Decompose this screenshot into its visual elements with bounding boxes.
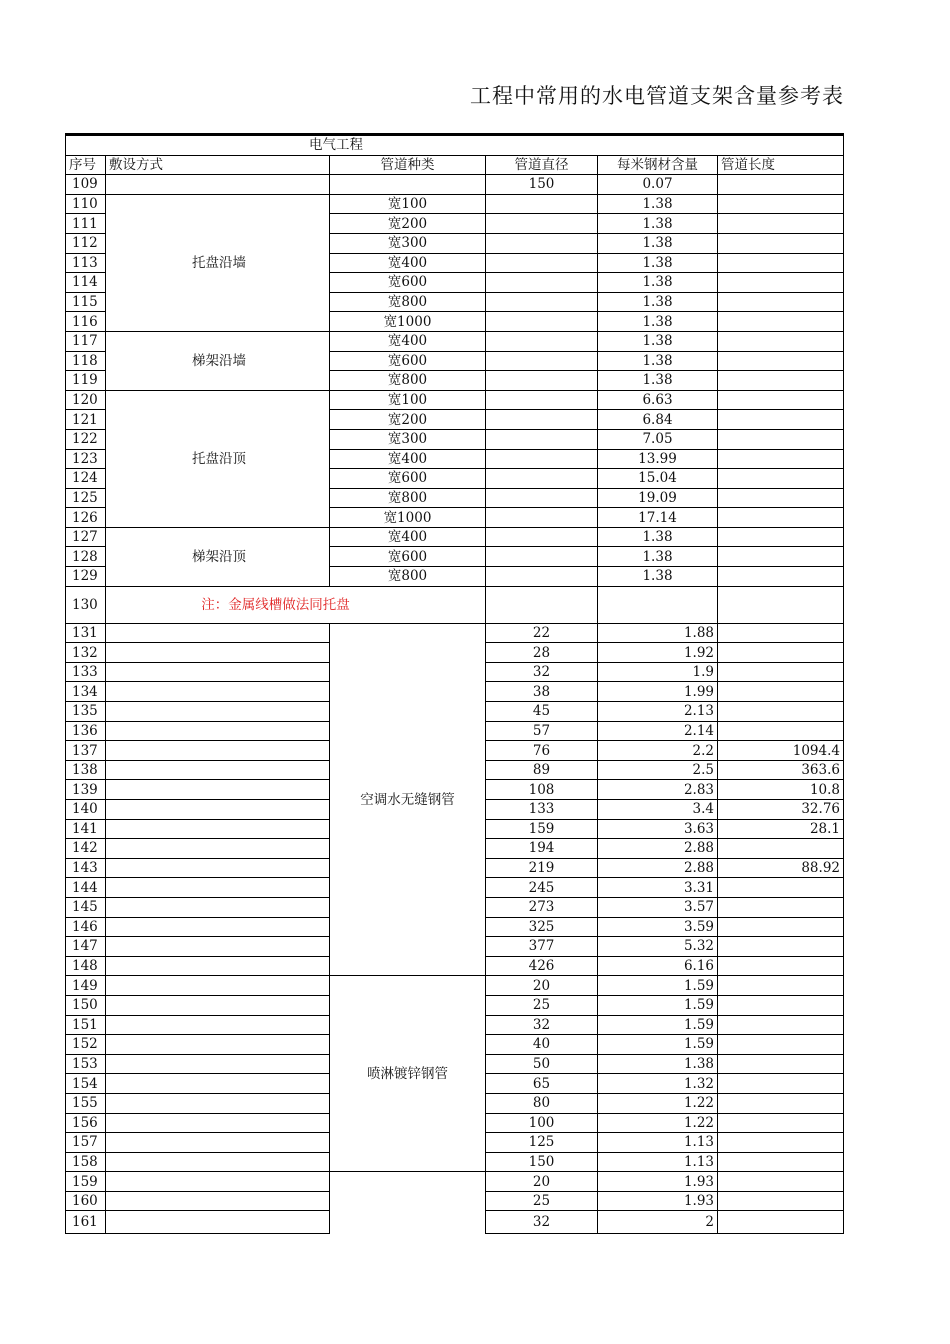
row-number[interactable]: 123 [66,449,106,469]
note-text: 注：金属线槽做法同托盘 [201,596,350,613]
pipe-length-cell[interactable] [718,1133,844,1153]
steel-content-cell[interactable]: 15.04 [598,469,718,489]
steel-content-cell[interactable]: 1.38 [598,233,718,253]
table-row [66,175,844,195]
row-number[interactable]: 120 [66,390,106,410]
laying-method-cell[interactable] [106,800,330,820]
pipe-length-cell[interactable] [718,682,844,702]
laying-method-cell[interactable] [106,662,330,682]
column-header: 管道长度 [718,155,844,175]
laying-method-cell[interactable] [106,878,330,898]
pipe-length-cell[interactable] [718,1093,844,1113]
steel-content-cell[interactable]: 3.4 [598,800,718,820]
laying-method-cell[interactable] [106,741,330,761]
pipe-diameter-cell[interactable]: 25 [486,1191,598,1211]
steel-content-cell[interactable]: 1.38 [598,292,718,312]
steel-content-cell[interactable]: 1.93 [598,1172,718,1192]
pipe-type-cell[interactable]: 宽800 [330,371,486,391]
laying-method-cell[interactable] [106,956,330,976]
pipe-length-cell[interactable] [718,469,844,489]
pipe-diameter-cell[interactable] [486,273,598,293]
laying-method-cell[interactable] [106,1113,330,1133]
laying-method-cell[interactable]: 梯架沿顶 [106,527,330,586]
pipe-length-cell[interactable] [718,292,844,312]
pipe-type-cell[interactable]: 宽1000 [330,312,486,332]
row-number[interactable]: 159 [66,1172,106,1192]
pipe-length-cell[interactable] [718,976,844,996]
row-number[interactable]: 119 [66,371,106,391]
steel-content-cell[interactable]: 1.59 [598,1035,718,1055]
pipe-diameter-cell[interactable]: 108 [486,780,598,800]
pipe-type-cell[interactable]: 宽300 [330,233,486,253]
pipe-diameter-cell[interactable]: 80 [486,1093,598,1113]
column-header: 管道直径 [486,155,598,175]
pipe-diameter-cell[interactable]: 20 [486,1172,598,1192]
row-number[interactable]: 136 [66,721,106,741]
pipe-length-cell[interactable] [718,527,844,547]
pipe-diameter-cell[interactable]: 100 [486,1113,598,1133]
pipe-diameter-cell[interactable]: 28 [486,643,598,663]
pipe-length-cell[interactable] [718,586,844,623]
pipe-type-cell[interactable]: 宽600 [330,273,486,293]
pipe-length-cell[interactable] [718,897,844,917]
steel-content-cell[interactable]: 2.83 [598,780,718,800]
laying-method-cell[interactable] [106,1074,330,1094]
pipe-diameter-cell[interactable] [486,331,598,351]
laying-method-cell[interactable] [106,702,330,722]
row-number[interactable]: 142 [66,839,106,859]
pipe-diameter-cell[interactable] [486,410,598,430]
row-number[interactable]: 147 [66,937,106,957]
steel-content-cell[interactable]: 1.22 [598,1113,718,1133]
pipe-length-cell[interactable] [718,662,844,682]
column-header: 每米钢材含量 [598,155,718,175]
note-row [66,586,844,623]
steel-content-cell[interactable]: 1.38 [598,527,718,547]
pipe-type-cell[interactable]: 宽400 [330,253,486,273]
pipe-length-cell[interactable] [718,273,844,293]
laying-method-cell[interactable] [106,995,330,1015]
pipe-diameter-cell[interactable]: 65 [486,1074,598,1094]
pipe-type-cell[interactable]: 宽300 [330,429,486,449]
pipe-type-cell[interactable] [330,175,486,195]
laying-method-cell[interactable] [106,780,330,800]
pipe-type-cell[interactable]: 宽800 [330,567,486,587]
row-number[interactable]: 110 [66,194,106,214]
steel-content-cell[interactable]: 5.32 [598,937,718,957]
row-number[interactable]: 141 [66,819,106,839]
pipe-type-cell[interactable]: 宽400 [330,527,486,547]
table-row [66,1191,844,1211]
pipe-diameter-cell[interactable] [486,351,598,371]
table-row [66,390,844,410]
pipe-diameter-cell[interactable]: 133 [486,800,598,820]
pipe-diameter-cell[interactable] [486,567,598,587]
pipe-diameter-cell[interactable]: 377 [486,937,598,957]
pipe-length-cell[interactable] [718,390,844,410]
pipe-diameter-cell[interactable]: 150 [486,1152,598,1172]
steel-content-cell[interactable]: 1.93 [598,1191,718,1211]
pipe-diameter-cell[interactable] [486,312,598,332]
steel-content-cell[interactable]: 19.09 [598,488,718,508]
row-number[interactable]: 126 [66,508,106,528]
row-number[interactable]: 128 [66,547,106,567]
row-number[interactable]: 161 [66,1211,106,1234]
steel-content-cell[interactable]: 1.22 [598,1093,718,1113]
pipe-length-cell[interactable] [718,351,844,371]
steel-content-cell[interactable]: 2.5 [598,760,718,780]
steel-content-cell[interactable]: 6.84 [598,410,718,430]
pipe-length-cell[interactable] [718,508,844,528]
pipe-diameter-cell[interactable]: 22 [486,623,598,643]
steel-content-cell[interactable]: 7.05 [598,429,718,449]
pipe-length-cell[interactable] [718,547,844,567]
row-number[interactable]: 150 [66,995,106,1015]
steel-content-cell[interactable]: 1.99 [598,682,718,702]
steel-content-cell[interactable]: 1.88 [598,623,718,643]
row-number[interactable]: 122 [66,429,106,449]
laying-method-cell[interactable] [106,1015,330,1035]
row-number[interactable]: 157 [66,1133,106,1153]
steel-content-cell[interactable]: 1.59 [598,1015,718,1035]
pipe-length-cell[interactable] [718,371,844,391]
pipe-length-cell[interactable] [718,253,844,273]
steel-content-cell[interactable] [598,586,718,623]
pipe-type-cell[interactable]: 宽600 [330,547,486,567]
pipe-length-cell[interactable] [718,1074,844,1094]
steel-content-cell[interactable]: 1.38 [598,351,718,371]
pipe-diameter-cell[interactable]: 159 [486,819,598,839]
pipe-length-cell[interactable]: 363.6 [718,760,844,780]
pipe-diameter-cell[interactable]: 273 [486,897,598,917]
pipe-diameter-cell[interactable]: 426 [486,956,598,976]
row-number[interactable]: 118 [66,351,106,371]
pipe-length-cell[interactable] [718,1191,844,1211]
pipe-diameter-cell[interactable] [486,214,598,234]
laying-method-cell[interactable] [106,858,330,878]
pipe-diameter-cell[interactable]: 32 [486,662,598,682]
steel-content-table [65,133,844,1234]
pipe-length-cell[interactable] [718,331,844,351]
row-number[interactable]: 158 [66,1152,106,1172]
pipe-diameter-cell[interactable]: 76 [486,741,598,761]
laying-method-cell[interactable] [106,721,330,741]
pipe-diameter-cell[interactable]: 20 [486,976,598,996]
pipe-length-cell[interactable] [718,702,844,722]
steel-content-cell[interactable]: 2.88 [598,839,718,859]
row-number[interactable]: 109 [66,175,106,195]
pipe-diameter-cell[interactable]: 38 [486,682,598,702]
pipe-diameter-cell[interactable] [486,449,598,469]
steel-content-cell[interactable]: 1.38 [598,567,718,587]
pipe-length-cell[interactable] [718,1113,844,1133]
pipe-length-cell[interactable]: 88.92 [718,858,844,878]
laying-method-cell[interactable] [106,937,330,957]
steel-content-cell[interactable]: 6.16 [598,956,718,976]
pipe-type-cell[interactable]: 宽100 [330,194,486,214]
pipe-diameter-cell[interactable]: 45 [486,702,598,722]
laying-method-cell[interactable] [106,917,330,937]
table-row [66,331,844,351]
row-number[interactable]: 139 [66,780,106,800]
laying-method-cell[interactable] [106,760,330,780]
pipe-length-cell[interactable] [718,721,844,741]
laying-method-cell[interactable]: 托盘沿顶 [106,390,330,527]
table-row [66,1211,844,1234]
steel-content-cell[interactable]: 1.38 [598,214,718,234]
pipe-diameter-cell[interactable]: 57 [486,721,598,741]
pipe-length-cell[interactable] [718,410,844,430]
pipe-length-cell[interactable]: 28.1 [718,819,844,839]
steel-content-cell[interactable]: 6.63 [598,390,718,410]
column-header: 敷设方式 [106,155,330,175]
laying-method-cell[interactable] [106,1133,330,1153]
row-number[interactable]: 154 [66,1074,106,1094]
row-number[interactable]: 127 [66,527,106,547]
row-number[interactable]: 148 [66,956,106,976]
pipe-diameter-cell[interactable]: 219 [486,858,598,878]
pipe-diameter-cell[interactable]: 32 [486,1015,598,1035]
pipe-type-cell[interactable] [330,1172,486,1192]
table-row [66,623,844,643]
steel-content-cell[interactable]: 13.99 [598,449,718,469]
pipe-diameter-cell[interactable] [486,508,598,528]
table-row [66,1172,844,1192]
pipe-length-cell[interactable] [718,1054,844,1074]
pipe-length-cell[interactable]: 10.8 [718,780,844,800]
pipe-diameter-cell[interactable]: 245 [486,878,598,898]
pipe-length-cell[interactable] [718,449,844,469]
laying-method-cell[interactable]: 托盘沿墙 [106,194,330,331]
row-number[interactable]: 131 [66,623,106,643]
laying-method-cell[interactable] [106,1172,330,1192]
pipe-length-cell[interactable] [718,623,844,643]
row-number[interactable]: 155 [66,1093,106,1113]
row-number[interactable]: 124 [66,469,106,489]
laying-method-cell[interactable] [106,1035,330,1055]
steel-content-cell[interactable]: 2.2 [598,741,718,761]
table-row [66,194,844,214]
pipe-type-cell[interactable]: 宽800 [330,292,486,312]
pipe-diameter-cell[interactable]: 50 [486,1054,598,1074]
row-number[interactable]: 135 [66,702,106,722]
laying-method-cell[interactable] [106,839,330,859]
row-number[interactable]: 111 [66,214,106,234]
pipe-type-cell[interactable] [330,1191,486,1211]
pipe-diameter-cell[interactable] [486,429,598,449]
pipe-diameter-cell[interactable]: 89 [486,760,598,780]
row-number[interactable]: 125 [66,488,106,508]
column-header: 序号 [66,155,106,175]
pipe-diameter-cell[interactable] [486,586,598,623]
row-number[interactable]: 121 [66,410,106,430]
row-number[interactable]: 151 [66,1015,106,1035]
pipe-type-cell[interactable]: 宽400 [330,449,486,469]
pipe-diameter-cell[interactable]: 325 [486,917,598,937]
sheet-title: 工程中常用的水电管道支架含量参考表 [470,84,844,108]
steel-content-cell[interactable]: 2 [598,1211,718,1234]
steel-content-cell[interactable]: 1.13 [598,1152,718,1172]
pipe-diameter-cell[interactable] [486,253,598,273]
steel-content-cell[interactable]: 1.92 [598,643,718,663]
pipe-length-cell[interactable] [718,839,844,859]
pipe-diameter-cell[interactable]: 125 [486,1133,598,1153]
laying-method-cell[interactable] [106,175,330,195]
pipe-diameter-cell[interactable] [486,547,598,567]
steel-content-cell[interactable]: 17.14 [598,508,718,528]
pipe-length-cell[interactable] [718,233,844,253]
pipe-type-cell[interactable]: 宽1000 [330,508,486,528]
row-number[interactable]: 130 [66,586,106,623]
pipe-group-cell[interactable]: 空调水无缝钢管 [330,623,486,976]
row-number[interactable]: 144 [66,878,106,898]
pipe-length-cell[interactable]: 32.76 [718,800,844,820]
pipe-diameter-cell[interactable] [486,371,598,391]
pipe-diameter-cell[interactable]: 194 [486,839,598,859]
steel-content-cell[interactable]: 1.59 [598,995,718,1015]
laying-method-cell[interactable] [106,623,330,643]
laying-method-cell[interactable] [106,643,330,663]
steel-content-cell[interactable]: 1.32 [598,1074,718,1094]
steel-content-cell[interactable]: 2.14 [598,721,718,741]
row-number[interactable]: 137 [66,741,106,761]
table-row [66,527,844,547]
pipe-type-cell[interactable] [330,1211,486,1234]
laying-method-cell[interactable] [106,897,330,917]
pipe-diameter-cell[interactable] [486,390,598,410]
row-number[interactable]: 152 [66,1035,106,1055]
steel-content-cell[interactable]: 1.38 [598,312,718,332]
laying-method-cell[interactable] [106,819,330,839]
pipe-length-cell[interactable] [718,1035,844,1055]
row-number[interactable]: 138 [66,760,106,780]
laying-method-cell[interactable] [106,1054,330,1074]
header-row [66,155,844,175]
pipe-type-cell[interactable]: 宽400 [330,331,486,351]
steel-content-cell[interactable]: 3.59 [598,917,718,937]
section-row [66,135,844,156]
laying-method-cell[interactable] [106,976,330,996]
pipe-length-cell[interactable] [718,1152,844,1172]
pipe-length-cell[interactable] [718,917,844,937]
pipe-length-cell[interactable] [718,429,844,449]
steel-content-cell[interactable]: 1.38 [598,1054,718,1074]
laying-method-cell[interactable] [106,1191,330,1211]
pipe-diameter-cell[interactable] [486,292,598,312]
pipe-type-cell[interactable]: 宽100 [330,390,486,410]
row-number[interactable]: 117 [66,331,106,351]
steel-content-cell[interactable]: 3.31 [598,878,718,898]
pipe-diameter-cell[interactable] [486,527,598,547]
steel-content-cell[interactable]: 1.38 [598,547,718,567]
row-number[interactable]: 133 [66,662,106,682]
steel-content-cell[interactable]: 2.88 [598,858,718,878]
laying-method-cell[interactable] [106,1093,330,1113]
steel-content-cell[interactable]: 1.38 [598,253,718,273]
steel-content-cell[interactable]: 1.9 [598,662,718,682]
row-number[interactable]: 140 [66,800,106,820]
pipe-type-cell[interactable]: 宽800 [330,488,486,508]
row-number[interactable]: 112 [66,233,106,253]
row-number[interactable]: 156 [66,1113,106,1133]
pipe-diameter-cell[interactable] [486,194,598,214]
pipe-length-cell[interactable] [718,488,844,508]
pipe-length-cell[interactable] [718,175,844,195]
row-number[interactable]: 114 [66,273,106,293]
row-number[interactable]: 146 [66,917,106,937]
steel-content-cell[interactable]: 3.57 [598,897,718,917]
laying-method-cell[interactable] [106,1152,330,1172]
pipe-length-cell[interactable] [718,1172,844,1192]
note-cell[interactable] [106,586,486,623]
row-number[interactable]: 129 [66,567,106,587]
pipe-diameter-cell[interactable]: 25 [486,995,598,1015]
pipe-diameter-cell[interactable] [486,469,598,489]
pipe-length-cell[interactable] [718,1211,844,1234]
row-number[interactable]: 160 [66,1191,106,1211]
pipe-length-cell[interactable] [718,214,844,234]
steel-content-cell[interactable]: 1.38 [598,371,718,391]
pipe-length-cell[interactable]: 1094.4 [718,741,844,761]
pipe-diameter-cell[interactable]: 32 [486,1211,598,1234]
table-row [66,976,844,996]
pipe-length-cell[interactable] [718,878,844,898]
row-number[interactable]: 113 [66,253,106,273]
laying-method-cell[interactable] [106,1211,330,1234]
pipe-group-cell[interactable]: 喷淋镀锌钢管 [330,976,486,1172]
pipe-type-cell[interactable]: 宽600 [330,469,486,489]
pipe-length-cell[interactable] [718,312,844,332]
row-number[interactable]: 143 [66,858,106,878]
row-number[interactable]: 149 [66,976,106,996]
pipe-type-cell[interactable]: 宽200 [330,214,486,234]
row-number[interactable]: 132 [66,643,106,663]
pipe-type-cell[interactable]: 宽600 [330,351,486,371]
laying-method-cell[interactable]: 梯架沿墙 [106,331,330,390]
pipe-diameter-cell[interactable] [486,233,598,253]
pipe-diameter-cell[interactable] [486,488,598,508]
steel-content-cell[interactable]: 1.38 [598,273,718,293]
row-number[interactable]: 134 [66,682,106,702]
steel-content-cell[interactable]: 1.38 [598,194,718,214]
pipe-type-cell[interactable]: 宽200 [330,410,486,430]
steel-content-cell[interactable]: 3.63 [598,819,718,839]
pipe-diameter-cell[interactable]: 150 [486,175,598,195]
row-number[interactable]: 116 [66,312,106,332]
pipe-length-cell[interactable] [718,995,844,1015]
pipe-length-cell[interactable] [718,1015,844,1035]
steel-content-cell[interactable]: 2.13 [598,702,718,722]
laying-method-cell[interactable] [106,682,330,702]
pipe-length-cell[interactable] [718,956,844,976]
steel-content-cell[interactable]: 0.07 [598,175,718,195]
pipe-length-cell[interactable] [718,567,844,587]
column-header: 管道种类 [330,155,486,175]
row-number[interactable]: 153 [66,1054,106,1074]
row-number[interactable]: 145 [66,897,106,917]
pipe-diameter-cell[interactable]: 40 [486,1035,598,1055]
steel-content-cell[interactable]: 1.38 [598,331,718,351]
pipe-length-cell[interactable] [718,194,844,214]
row-number[interactable]: 115 [66,292,106,312]
pipe-length-cell[interactable] [718,643,844,663]
steel-content-cell[interactable]: 1.13 [598,1133,718,1153]
steel-content-cell[interactable]: 1.59 [598,976,718,996]
section-title[interactable]: 电气工程 [66,135,844,156]
pipe-length-cell[interactable] [718,937,844,957]
